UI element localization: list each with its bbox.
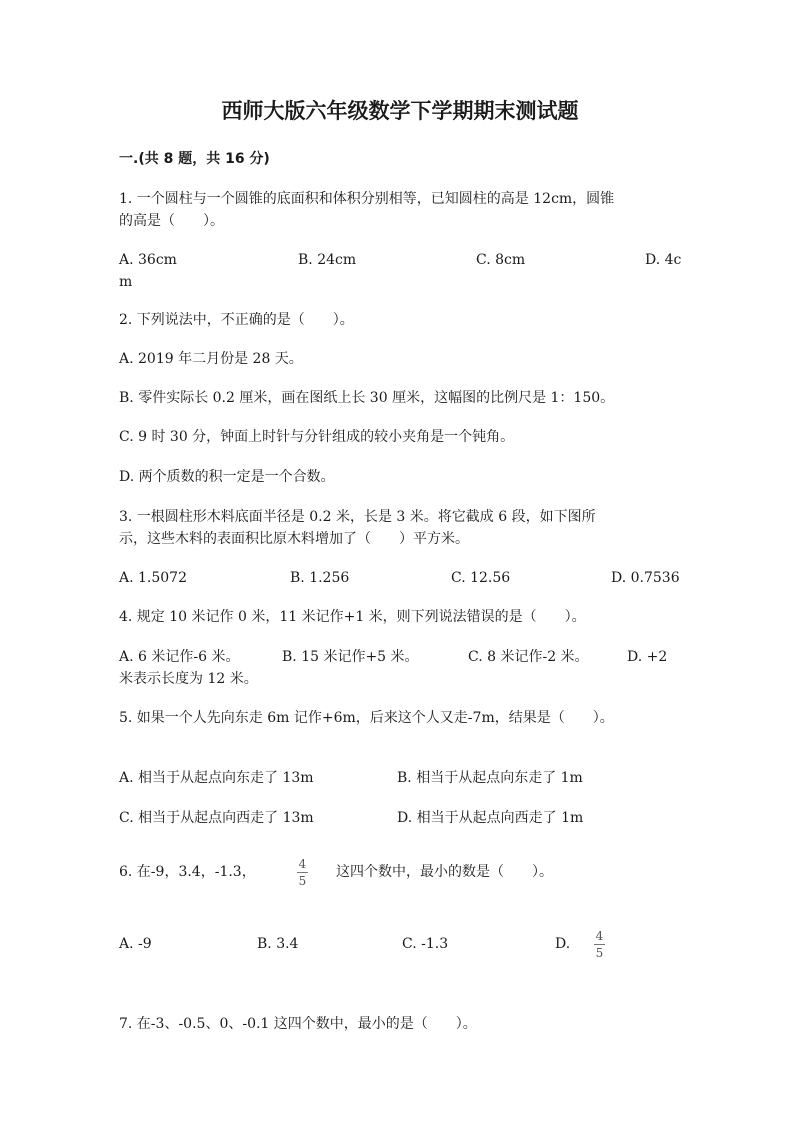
question-3-option-b: B. 1.256 bbox=[290, 570, 350, 586]
question-4-option-b: B. 15 米记作+5 米。 bbox=[282, 649, 419, 665]
question-5-option-d: D. 相当于从起点向西走了 1m bbox=[397, 810, 584, 826]
question-4-option-d-wrap: 米表示长度为 12 米。 bbox=[119, 671, 258, 687]
question-2-option-a: A. 2019 年二月份是 28 天。 bbox=[119, 351, 303, 367]
question-1-option-d: D. 4c bbox=[645, 252, 682, 268]
question-6-option-d: D. bbox=[555, 936, 571, 952]
question-1-option-c: C. 8cm bbox=[476, 252, 526, 268]
question-5-option-b: B. 相当于从起点向东走了 1m bbox=[397, 770, 583, 786]
question-1-stem-line-1: 1. 一个圆柱与一个圆锥的底面积和体积分别相等，已知圆柱的高是 12cm，圆锥 bbox=[119, 191, 615, 207]
question-5-option-c: C. 相当于从起点向西走了 13m bbox=[119, 810, 314, 826]
question-1-option-d-wrap: m bbox=[119, 274, 133, 290]
question-5-option-a: A. 相当于从起点向东走了 13m bbox=[119, 770, 314, 786]
question-3-option-d: D. 0.7536 bbox=[611, 570, 680, 586]
question-6-option-a: A. -9 bbox=[119, 936, 152, 952]
fraction-numerator: 4 bbox=[298, 857, 307, 871]
fraction-bar bbox=[594, 944, 605, 945]
fraction-bar bbox=[297, 872, 308, 873]
question-4-option-a: A. 6 米记作-6 米。 bbox=[119, 649, 240, 665]
question-1-option-b: B. 24cm bbox=[298, 252, 357, 268]
fraction-numerator: 4 bbox=[595, 929, 604, 943]
question-3-stem-line-2: 示，这些木料的表面积比原木料增加了（ ）平方米。 bbox=[119, 531, 469, 547]
question-5-stem: 5. 如果一个人先向东走 6m 记作+6m，后来这个人又走-7m，结果是（ ）。 bbox=[119, 710, 614, 726]
question-2-option-b: B. 零件实际长 0.2 厘米，画在图纸上长 30 厘米，这幅图的比例尺是 1：150。 bbox=[119, 390, 615, 406]
question-6-option-b: B. 3.4 bbox=[257, 936, 299, 952]
question-2-option-c: C. 9 时 30 分，钟面上时针与分针组成的较小夹角是一个钝角。 bbox=[119, 429, 515, 445]
question-4-option-d: D. +2 bbox=[627, 649, 668, 665]
section-heading: 一.(共 8 题，共 16 分) bbox=[119, 151, 270, 167]
question-4-stem: 4. 规定 10 米记作 0 米，11 米记作+1 米，则下列说法错误的是（ ）。 bbox=[119, 609, 586, 625]
question-3-option-a: A. 1.5072 bbox=[119, 570, 187, 586]
question-6-stem-start: 6. 在-9，3.4，-1.3， bbox=[119, 864, 256, 880]
question-6-stem-end: 这四个数中，最小的数是（ ）。 bbox=[336, 864, 553, 880]
page-title: 西师大版六年级数学下学期期末测试题 bbox=[221, 99, 579, 123]
question-6-option-c: C. -1.3 bbox=[402, 936, 449, 952]
question-3-stem-line-1: 3. 一根圆柱形木料底面半径是 0.2 米，长是 3 米。将它截成 6 段，如下图所 bbox=[119, 509, 596, 525]
fraction-denominator: 5 bbox=[298, 874, 307, 888]
question-6-option-d-fraction bbox=[594, 929, 605, 960]
fraction-denominator: 5 bbox=[595, 946, 604, 960]
question-2-option-d: D. 两个质数的积一定是一个合数。 bbox=[119, 469, 335, 485]
question-1-stem-line-2: 的高是（ ）。 bbox=[119, 213, 224, 229]
question-4-option-c: C. 8 米记作-2 米。 bbox=[468, 649, 589, 665]
question-6-fraction bbox=[297, 857, 308, 888]
question-3-option-c: C. 12.56 bbox=[451, 570, 511, 586]
question-2-stem: 2. 下列说法中，不正确的是（ ）。 bbox=[119, 312, 354, 328]
question-1-option-a: A. 36cm bbox=[119, 252, 177, 268]
question-7-stem: 7. 在-3、-0.5、0、-0.1 这四个数中，最小的是（ ）。 bbox=[119, 1016, 477, 1032]
